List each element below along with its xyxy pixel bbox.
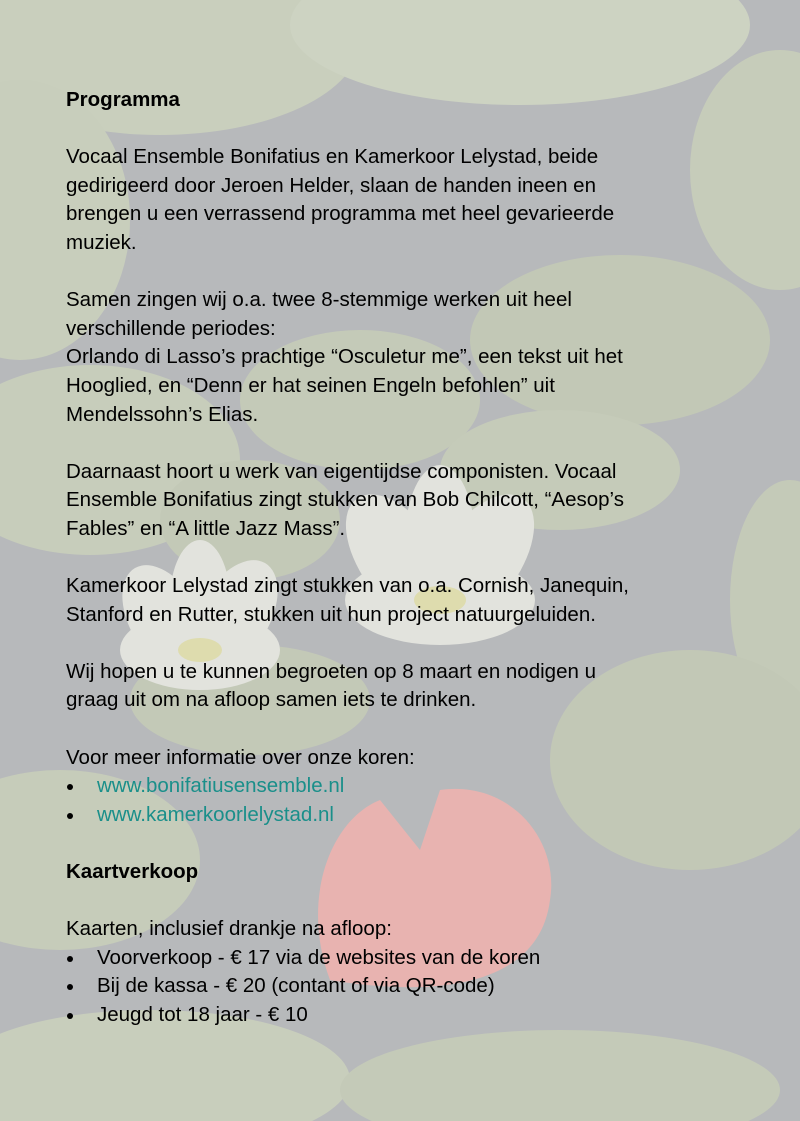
text-line: gedirigeerd door Jeroen Helder, slaan de handen ineen en xyxy=(66,173,596,197)
text-line: Fables” en “A little Jazz Mass”. xyxy=(66,516,346,540)
text-line: Wij hopen u te kunnen begroeten op 8 maart en nodigen u xyxy=(66,659,596,683)
invitation-paragraph xyxy=(66,658,766,715)
flyer-content xyxy=(66,86,766,1030)
text-line: Mendelssohn’s Elias. xyxy=(66,402,259,426)
text-line: Stanford en Rutter, stukken uit hun project natuurgeluiden. xyxy=(66,602,596,626)
text-line: Kamerkoor Lelystad zingt stukken van o.a. Cornish, Janequin, xyxy=(66,574,629,598)
kamerkoor-paragraph xyxy=(66,572,766,629)
text-line: Daarnaast hoort u werk van eigentijdse componisten. Vocaal xyxy=(66,459,617,483)
programma-heading: Programma xyxy=(66,88,180,111)
list-item: Bij de kassa - € 20 (contant of via QR-code) xyxy=(66,972,766,1001)
text-line: Samen zingen wij o.a. twee 8-stemmige werken uit heel xyxy=(66,288,572,312)
text-line: Ensemble Bonifatius zingt stukken van Bob Chilcott, “Aesop’s xyxy=(66,488,624,512)
repertoire-paragraph xyxy=(66,286,766,429)
text-line: brengen u een verrassend programma met heel gevarieerde xyxy=(66,202,615,226)
text-line: muziek. xyxy=(66,230,137,254)
text-line: Orlando di Lasso’s prachtige “Osculetur me”, een tekst uit het xyxy=(66,345,623,369)
bonifatius-link[interactable]: www.bonifatiusensemble.nl xyxy=(97,774,345,798)
ticket-price-list xyxy=(66,944,766,1030)
text-line: Vocaal Ensemble Bonifatius en Kamerkoor Lelystad, beide xyxy=(66,145,599,169)
intro-paragraph xyxy=(66,143,766,257)
text-line: graag uit om na afloop samen iets te drinken. xyxy=(66,688,477,712)
info-intro: Voor meer informatie over onze koren: xyxy=(66,745,415,769)
text-line: verschillende periodes: xyxy=(66,316,276,340)
kamerkoor-link[interactable]: www.kamerkoorlelystad.nl xyxy=(97,802,334,826)
list-item xyxy=(66,772,766,801)
list-item: Voorverkoop - € 17 via de websites van de koren xyxy=(66,944,766,973)
text-line: Hooglied, en “Denn er hat seinen Engeln befohlen” uit xyxy=(66,373,555,397)
website-list xyxy=(66,772,766,829)
list-item: Jeugd tot 18 jaar - € 10 xyxy=(66,1001,766,1030)
list-item xyxy=(66,801,766,830)
kaartverkoop-heading: Kaartverkoop xyxy=(66,860,199,884)
tickets-intro: Kaarten, inclusief drankje na afloop: xyxy=(66,917,392,941)
contemporary-paragraph xyxy=(66,458,766,544)
